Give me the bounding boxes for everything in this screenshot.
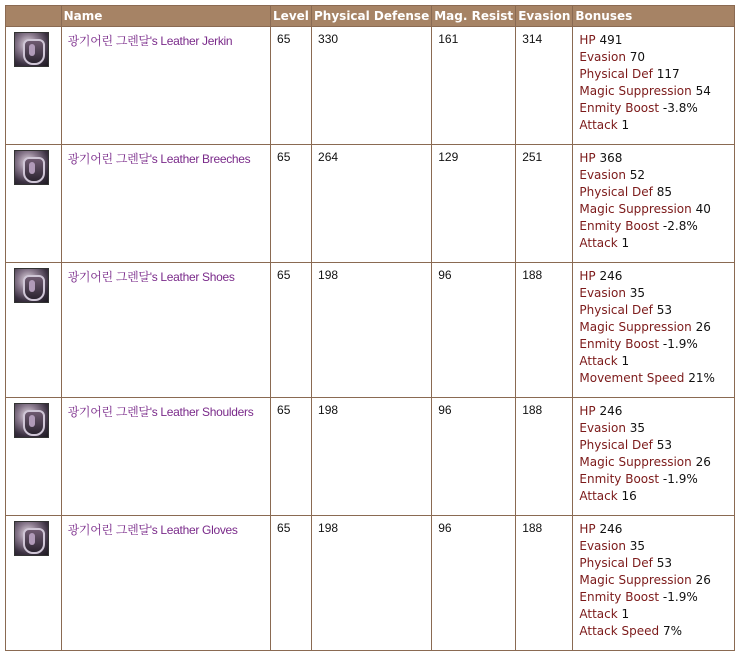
table-row bbox=[6, 263, 735, 398]
leather-breeches-icon[interactable] bbox=[14, 150, 49, 185]
physical-defense-cell: 198 bbox=[312, 263, 432, 398]
name-column-header[interactable]: Name bbox=[61, 6, 270, 27]
mag-resist-cell: 96 bbox=[432, 516, 516, 651]
icon-cell bbox=[6, 398, 62, 516]
bonus-line bbox=[579, 319, 728, 336]
bonus-line bbox=[579, 623, 728, 640]
icon-cell bbox=[6, 263, 62, 398]
physical-defense-cell: 330 bbox=[312, 27, 432, 145]
item-name-cell bbox=[61, 516, 270, 651]
table-row bbox=[6, 27, 735, 145]
bonus-name: Physical Def bbox=[579, 438, 653, 452]
bonus-line bbox=[579, 538, 728, 555]
bonus-line bbox=[579, 572, 728, 589]
physical-defense-cell: 198 bbox=[312, 398, 432, 516]
bonus-value: 53 bbox=[656, 556, 672, 570]
bonus-name: HP bbox=[579, 522, 596, 536]
bonus-name: Magic Suppression bbox=[579, 573, 692, 587]
item-name-link[interactable]: 광기어린 그렌달's Leather Gloves bbox=[67, 523, 238, 537]
bonus-name: Physical Def bbox=[579, 556, 653, 570]
bonus-name: Attack bbox=[579, 236, 618, 250]
bonus-line bbox=[579, 83, 728, 100]
bonus-line bbox=[579, 454, 728, 471]
bonus-name: Evasion bbox=[579, 539, 626, 553]
bonus-value: 1 bbox=[621, 118, 630, 132]
bonus-line bbox=[579, 184, 728, 201]
level-cell: 65 bbox=[271, 263, 312, 398]
bonus-value: 26 bbox=[695, 573, 711, 587]
physical-defense-cell: 264 bbox=[312, 145, 432, 263]
bonus-value: -2.8% bbox=[662, 219, 698, 233]
bonus-name: Physical Def bbox=[579, 67, 653, 81]
bonus-value: -1.9% bbox=[662, 590, 698, 604]
bonus-name: HP bbox=[579, 151, 596, 165]
bonus-value: 26 bbox=[695, 320, 711, 334]
bonus-line bbox=[579, 285, 728, 302]
bonus-value: 246 bbox=[599, 404, 623, 418]
item-name-link[interactable]: 광기어린 그렌달's Leather Shoulders bbox=[67, 405, 254, 419]
level-cell: 65 bbox=[271, 145, 312, 263]
bonus-name: Enmity Boost bbox=[579, 219, 660, 233]
item-name-cell bbox=[61, 27, 270, 145]
leather-shoulders-icon[interactable] bbox=[14, 403, 49, 438]
bonus-value: 35 bbox=[629, 421, 646, 435]
bonus-name: Movement Speed bbox=[579, 371, 685, 385]
bonus-name: Attack bbox=[579, 607, 618, 621]
bonus-name: HP bbox=[579, 269, 596, 283]
bonus-line bbox=[579, 117, 728, 134]
bonus-line bbox=[579, 589, 728, 606]
bonus-line bbox=[579, 420, 728, 437]
icon-column-header bbox=[6, 6, 62, 27]
bonus-name: Physical Def bbox=[579, 303, 653, 317]
bonus-name: Physical Def bbox=[579, 185, 653, 199]
bonus-value: 54 bbox=[695, 84, 711, 98]
bonus-value: -1.9% bbox=[662, 337, 698, 351]
bonus-name: Enmity Boost bbox=[579, 472, 660, 486]
bonuses-cell bbox=[573, 27, 735, 145]
bonus-value: 26 bbox=[695, 455, 711, 469]
bonus-line bbox=[579, 606, 728, 623]
bonus-line bbox=[579, 437, 728, 454]
bonus-line bbox=[579, 336, 728, 353]
bonus-line bbox=[579, 353, 728, 370]
bonus-line bbox=[579, 370, 728, 387]
leather-shoes-icon[interactable] bbox=[14, 268, 49, 303]
table-row bbox=[6, 398, 735, 516]
bonuses-column-header: Bonuses bbox=[573, 6, 735, 27]
bonus-value: 21% bbox=[688, 371, 715, 385]
bonus-line bbox=[579, 268, 728, 285]
level-cell: 65 bbox=[271, 398, 312, 516]
bonus-name: Attack bbox=[579, 118, 618, 132]
table-row bbox=[6, 145, 735, 263]
mag-resist-cell: 129 bbox=[432, 145, 516, 263]
bonus-name: Enmity Boost bbox=[579, 337, 660, 351]
bonus-value: 40 bbox=[695, 202, 711, 216]
bonus-name: Attack Speed bbox=[579, 624, 660, 638]
bonus-line bbox=[579, 302, 728, 319]
evasion-cell: 188 bbox=[516, 516, 573, 651]
bonus-name: Attack bbox=[579, 354, 618, 368]
bonus-line bbox=[579, 66, 728, 83]
bonus-name: HP bbox=[579, 404, 596, 418]
bonus-line bbox=[579, 471, 728, 488]
bonus-value: 35 bbox=[629, 539, 646, 553]
mag-resist-cell: 161 bbox=[432, 27, 516, 145]
bonus-value: 85 bbox=[656, 185, 672, 199]
icon-cell bbox=[6, 27, 62, 145]
bonus-name: Magic Suppression bbox=[579, 320, 692, 334]
evasion-cell: 314 bbox=[516, 27, 573, 145]
mag-resist-cell: 96 bbox=[432, 263, 516, 398]
bonus-value: 246 bbox=[599, 269, 623, 283]
bonus-value: -3.8% bbox=[662, 101, 698, 115]
bonus-line bbox=[579, 150, 728, 167]
bonus-value: 35 bbox=[629, 286, 646, 300]
item-name-link[interactable]: 광기어린 그렌달's Leather Shoes bbox=[67, 270, 235, 284]
bonuses-cell bbox=[573, 516, 735, 651]
bonuses-cell bbox=[573, 263, 735, 398]
bonus-name: Enmity Boost bbox=[579, 590, 660, 604]
item-name-cell bbox=[61, 145, 270, 263]
bonus-value: -1.9% bbox=[662, 472, 698, 486]
bonus-line bbox=[579, 235, 728, 252]
mag-resist-cell: 96 bbox=[432, 398, 516, 516]
level-column-header[interactable]: Level bbox=[271, 6, 312, 27]
header-row bbox=[6, 6, 735, 27]
evasion-cell: 251 bbox=[516, 145, 573, 263]
leather-gloves-icon[interactable] bbox=[14, 521, 49, 556]
bonus-value: 1 bbox=[621, 354, 630, 368]
leather-jerkin-icon[interactable] bbox=[14, 32, 49, 67]
bonus-line bbox=[579, 488, 728, 505]
bonus-name: Evasion bbox=[579, 168, 626, 182]
bonus-name: HP bbox=[579, 33, 596, 47]
icon-cell bbox=[6, 516, 62, 651]
bonus-value: 491 bbox=[599, 33, 623, 47]
evasion-cell: 188 bbox=[516, 398, 573, 516]
physical-defense-cell: 198 bbox=[312, 516, 432, 651]
bonus-value: 1 bbox=[621, 236, 630, 250]
bonus-value: 53 bbox=[656, 303, 672, 317]
bonus-value: 53 bbox=[656, 438, 672, 452]
table-row bbox=[6, 516, 735, 651]
bonus-name: Magic Suppression bbox=[579, 455, 692, 469]
icon-cell bbox=[6, 145, 62, 263]
bonuses-cell bbox=[573, 398, 735, 516]
bonus-value: 117 bbox=[656, 67, 680, 81]
bonus-value: 246 bbox=[599, 522, 623, 536]
item-name-link[interactable]: 광기어린 그렌달's Leather Breeches bbox=[67, 152, 251, 166]
armor-table bbox=[5, 5, 735, 651]
bonus-line bbox=[579, 403, 728, 420]
bonus-line bbox=[579, 555, 728, 572]
bonus-line bbox=[579, 167, 728, 184]
bonus-name: Evasion bbox=[579, 286, 626, 300]
bonus-name: Enmity Boost bbox=[579, 101, 660, 115]
bonus-line bbox=[579, 32, 728, 49]
bonus-value: 7% bbox=[662, 624, 682, 638]
bonus-name: Magic Suppression bbox=[579, 202, 692, 216]
bonuses-cell bbox=[573, 145, 735, 263]
bonus-name: Evasion bbox=[579, 50, 626, 64]
bonus-value: 16 bbox=[621, 489, 637, 503]
item-name-cell bbox=[61, 263, 270, 398]
physical-defense-column-header[interactable]: Physical Defense bbox=[312, 6, 432, 27]
item-name-link[interactable]: 광기어린 그렌달's Leather Jerkin bbox=[67, 34, 233, 48]
level-cell: 65 bbox=[271, 516, 312, 651]
mag-resist-column-header[interactable]: Mag. Resist bbox=[432, 6, 516, 27]
bonus-name: Magic Suppression bbox=[579, 84, 692, 98]
bonus-line bbox=[579, 100, 728, 117]
bonus-value: 368 bbox=[599, 151, 623, 165]
bonus-line bbox=[579, 49, 728, 66]
bonus-line bbox=[579, 201, 728, 218]
bonus-value: 1 bbox=[621, 607, 630, 621]
bonus-line bbox=[579, 521, 728, 538]
evasion-column-header[interactable]: Evasion bbox=[516, 6, 573, 27]
bonus-line bbox=[579, 218, 728, 235]
bonus-name: Attack bbox=[579, 489, 618, 503]
bonus-name: Evasion bbox=[579, 421, 626, 435]
bonus-value: 70 bbox=[629, 50, 646, 64]
level-cell: 65 bbox=[271, 27, 312, 145]
bonus-value: 52 bbox=[629, 168, 646, 182]
item-name-cell bbox=[61, 398, 270, 516]
evasion-cell: 188 bbox=[516, 263, 573, 398]
